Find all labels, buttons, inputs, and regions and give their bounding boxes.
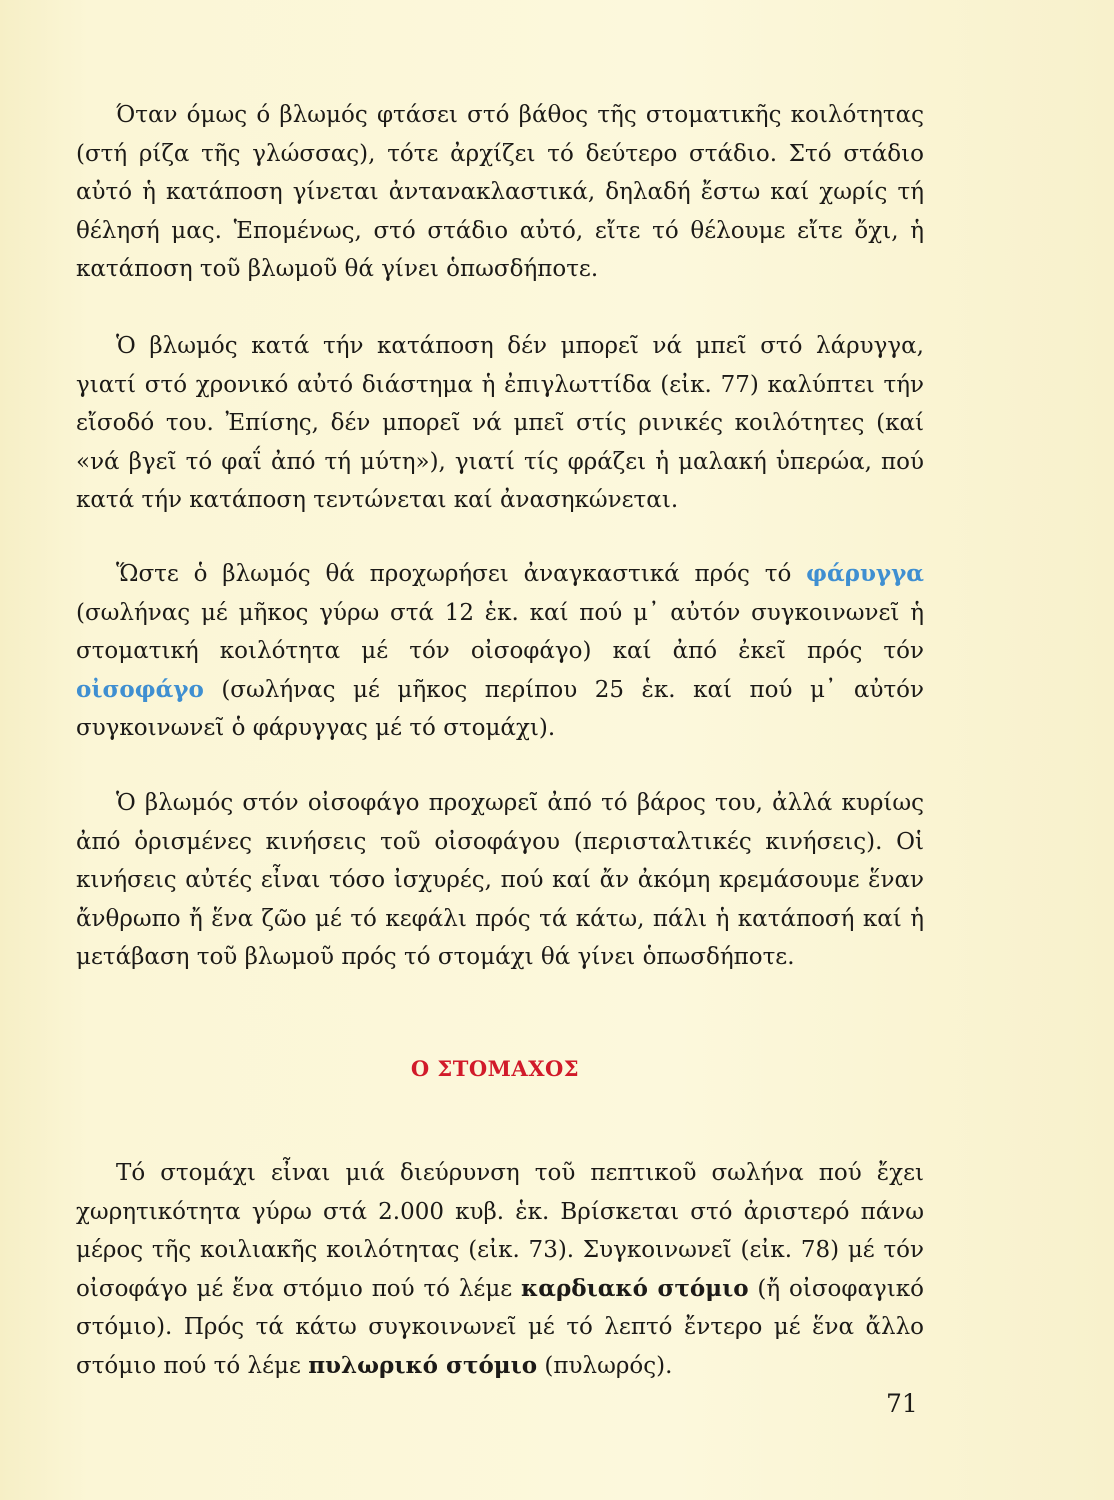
term-cardiac-orifice: καρδιακό στόμιο [521,1274,749,1302]
term-pharynx: φάρυγγα [806,560,924,587]
paragraph-swallowing-stage-two: Όταν όμως ό βλωμός φτάσει στό βάθος τῆς στοματικῆς κοιλότητας (στή ρίζα τῆς γλώσσας), τότε ἀρχίζει τό δεύτερο στάδιο. Στό στάδιο αὐτό ἡ κατάποση γίνεται ἀντανακλαστικά, δηλαδή ἔστω καί χωρίς τή θέλησή μας. Ἑπομένως, στό στάδιο αὐτό, εἴτε τό θέλουμε εἴτε ὄχι, ἡ κατάποση τοῦ βλωμοῦ θά γίνει ὁπωσδήποτε. [76,102,924,282]
p3-text-b: (σωλήνας μέ μῆκος γύρω στά 12 ἑκ. καί πού μ᾽ αὐτόν συγκοινωνεῖ ἡ στοματική κοιλότητα μέ τόν οἰσοφάγο) καί ἀπό ἐκεῖ πρός τόν [76,599,924,664]
paragraph-pharynx-esophagus [76,555,924,748]
p5-text-c: (πυλωρός). [537,1352,673,1379]
p3-text-a: Ὥστε ὁ βλωμός θά προχωρήσει ἀναγκαστικά πρός τό [116,561,807,587]
term-pyloric-orifice: πυλωρικό στόμιο [308,1351,538,1379]
page-number: 71 [886,1389,918,1418]
paragraph-stomach [76,1154,924,1385]
section-heading-stomach: Ο ΣΤΟΜΑΧΟΣ [410,1056,580,1081]
p5-text-b: (ἤ οἰσοφαγικό στόμιο). Πρός τά κάτω συγκοινωνεῖ μέ τό λεπτό ἔντερο μέ ἕνα ἄλλο στόμιο πού τό λέμε [76,1275,924,1379]
term-esophagus: οἰσοφάγο [76,675,204,703]
paragraph-peristalsis: Ὁ βλωμός στόν οἰσοφάγο προχωρεῖ ἀπό τό βάρος του, ἀλλά κυρίως ἀπό ὁρισμένες κινήσεις τοῦ οἰσοφάγου (περισταλτικές κινήσεις). Οἱ κινήσεις αὐτές εἶναι τόσο ἰσχυρές, πού καί ἄν ἀκόμη κρεμάσουμε ἕναν ἄνθρωπο ἤ ἕνα ζῶο μέ τό κεφάλι πρός τά κάτω, πάλι ἡ κατάποσή καί ἡ μετάβαση τοῦ βλωμοῦ πρός τό στομάχι θά γίνει ὁπωσδήποτε. [76,790,924,970]
p5-text-a: Τό στομάχι εἶναι μιά διεύρυνση τοῦ πεπτικοῦ σωλήνα πού ἔχει χωρητικότητα γύρω στά 2.000 κυβ. ἑκ. Βρίσκεται στό ἀριστερό πάνω μέρος τῆς κοιλιακῆς κοιλότητας (εἰκ. 73). Συγκοινωνεῖ (εἰκ. 78) μέ τόν οἰσοφάγο μέ ἕνα στόμιο πού τό λέμε [76,1160,924,1302]
paragraph-bolus-path: Ὁ βλωμός κατά τήν κατάποση δέν μπορεῖ νά μπεῖ στό λάρυγγα, γιατί στό χρονικό αὐτό διάστημα ἡ ἐπιγλωττίδα (εἰκ. 77) καλύπτει τήν εἴσοδό του. Ἐπίσης, δέν μπορεῖ νά μπεῖ στίς ρινικές κοιλότητες (καί «νά βγεῖ τό φαΐ ἀπό τή μύτη»), γιατί τίς φράζει ἡ μαλακή ὑπερώα, πού κατά τήν κατάποση τεντώνεται καί ἀνασηκώνεται. [76,333,924,513]
p3-text-c: (σωλήνας μέ μῆκος περίπου 25 ἑκ. καί πού μ᾽ αὐτόν συγκοινωνεῖ ὁ φάρυγγας μέ τό στομάχι). [76,676,924,741]
